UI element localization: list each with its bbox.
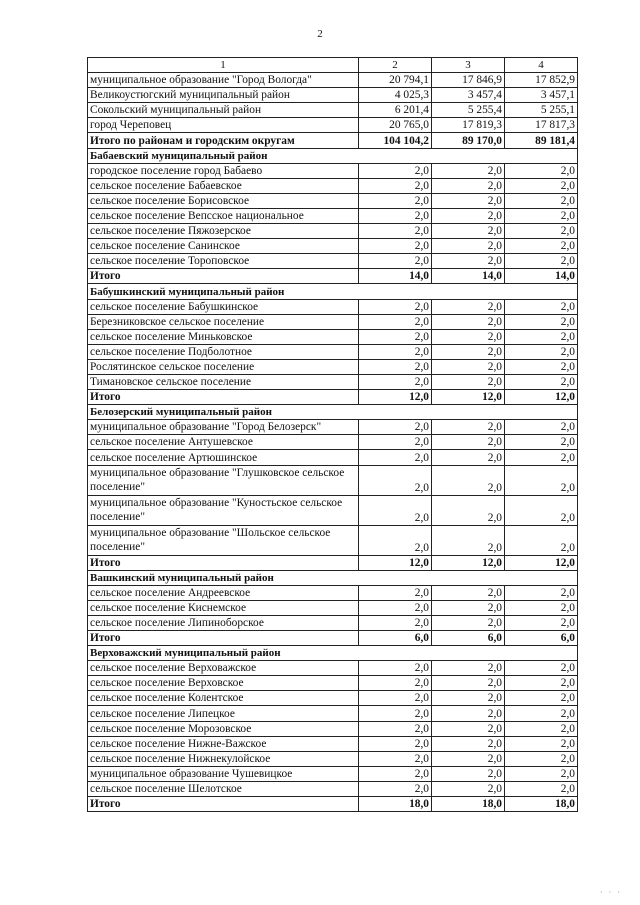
table-row [88,88,578,103]
value-cell-col2: 20 765,0 [359,118,432,133]
value-cell-col4: 2,0 [505,299,578,314]
row-label: сельское поселение Морозовское [88,721,359,736]
value-cell-col3: 2,0 [432,374,505,389]
row-label: Итого [88,390,359,405]
section-header-row [88,405,578,420]
table-row [88,344,578,359]
column-number-row [88,58,578,73]
value-cell-col4: 12,0 [505,555,578,570]
allocation-table [87,57,578,812]
total-row [88,133,578,148]
value-cell-col3: 2,0 [432,239,505,254]
value-cell-col2: 2,0 [359,299,432,314]
value-cell-col3: 2,0 [432,208,505,223]
row-label: муниципальное образование "Город Вологда" [88,73,359,88]
row-label: сельское поселение Миньковское [88,329,359,344]
total-row [88,555,578,570]
value-cell-col4: 2,0 [505,721,578,736]
column-header-3: 3 [432,58,505,73]
row-label: сельское поселение Андреевское [88,585,359,600]
value-cell-col2: 2,0 [359,435,432,450]
value-cell-col3: 2,0 [432,661,505,676]
value-cell-col4: 2,0 [505,224,578,239]
table-row [88,314,578,329]
value-cell-col2: 14,0 [359,269,432,284]
table-row [88,193,578,208]
value-cell-col4: 2,0 [505,450,578,465]
table-row [88,254,578,269]
row-label: сельское поселение Борисовское [88,193,359,208]
value-cell-col2: 2,0 [359,585,432,600]
table-row [88,676,578,691]
value-cell-col3: 2,0 [432,751,505,766]
row-label: сельское поселение Колентское [88,691,359,706]
value-cell-col4: 17 817,3 [505,118,578,133]
row-label: сельское поселение Шелотское [88,781,359,796]
row-label: сельское поселение Санинское [88,239,359,254]
value-cell-col2: 2,0 [359,163,432,178]
row-label: сельское поселение Тороповское [88,254,359,269]
value-cell-col3: 14,0 [432,269,505,284]
value-cell-col3: 12,0 [432,390,505,405]
value-cell-col2: 2,0 [359,359,432,374]
row-label: муниципальное образование "Глушковское сельское поселение" [88,465,359,495]
value-cell-col2: 2,0 [359,495,432,525]
row-label: сельское поселение Подболотное [88,344,359,359]
row-label: Великоустюгский муниципальный район [88,88,359,103]
value-cell-col3: 2,0 [432,359,505,374]
value-cell-col4: 6,0 [505,631,578,646]
value-cell-col4: 2,0 [505,495,578,525]
value-cell-col4: 2,0 [505,766,578,781]
table-row [88,103,578,118]
value-cell-col3: 2,0 [432,615,505,630]
value-cell-col4: 2,0 [505,208,578,223]
section-header-row [88,570,578,585]
section-title: Вашкинский муниципальный район [88,570,578,585]
value-cell-col4: 17 852,9 [505,73,578,88]
value-cell-col2: 12,0 [359,555,432,570]
value-cell-col4: 2,0 [505,706,578,721]
value-cell-col4: 2,0 [505,254,578,269]
value-cell-col3: 2,0 [432,420,505,435]
value-cell-col2: 2,0 [359,661,432,676]
value-cell-col4: 12,0 [505,390,578,405]
value-cell-col2: 18,0 [359,797,432,812]
column-header-1: 1 [88,58,359,73]
value-cell-col3: 2,0 [432,163,505,178]
table-row [88,359,578,374]
table-row [88,736,578,751]
value-cell-col2: 104 104,2 [359,133,432,148]
value-cell-col3: 2,0 [432,435,505,450]
value-cell-col3: 2,0 [432,178,505,193]
table-row [88,525,578,555]
row-label: муниципальное образование "Куностьское сельское поселение" [88,495,359,525]
table-row [88,751,578,766]
row-label: Итого [88,555,359,570]
value-cell-col3: 2,0 [432,450,505,465]
value-cell-col2: 2,0 [359,615,432,630]
table-row [88,374,578,389]
value-cell-col2: 2,0 [359,600,432,615]
table-row [88,600,578,615]
value-cell-col2: 4 025,3 [359,88,432,103]
value-cell-col4: 3 457,1 [505,88,578,103]
value-cell-col4: 2,0 [505,193,578,208]
table-row [88,495,578,525]
table-row [88,450,578,465]
table-row [88,224,578,239]
value-cell-col4: 2,0 [505,661,578,676]
value-cell-col2: 2,0 [359,420,432,435]
table-row [88,329,578,344]
value-cell-col4: 2,0 [505,615,578,630]
value-cell-col2: 2,0 [359,751,432,766]
value-cell-col3: 2,0 [432,329,505,344]
row-label: сельское поселение Пяжозерское [88,224,359,239]
row-label: сельское поселение Бабаевское [88,178,359,193]
row-label: Рослятинское сельское поселение [88,359,359,374]
value-cell-col3: 5 255,4 [432,103,505,118]
row-label: сельское поселение Бабушкинское [88,299,359,314]
value-cell-col4: 2,0 [505,691,578,706]
value-cell-col2: 2,0 [359,465,432,495]
value-cell-col2: 2,0 [359,525,432,555]
row-label: сельское поселение Липиноборское [88,615,359,630]
value-cell-col2: 2,0 [359,706,432,721]
row-label: Итого [88,797,359,812]
value-cell-col4: 2,0 [505,374,578,389]
table-row [88,706,578,721]
row-label: сельское поселение Нижнекулойское [88,751,359,766]
row-label: Итого по районам и городским округам [88,133,359,148]
row-label: Итого [88,631,359,646]
value-cell-col3: 2,0 [432,299,505,314]
value-cell-col3: 2,0 [432,736,505,751]
total-row [88,797,578,812]
value-cell-col4: 2,0 [505,676,578,691]
section-title: Бабушкинский муниципальный район [88,284,578,299]
value-cell-col3: 18,0 [432,797,505,812]
row-label: Тимановское сельское поселение [88,374,359,389]
value-cell-col2: 2,0 [359,224,432,239]
row-label: сельское поселение Антушевское [88,435,359,450]
value-cell-col4: 2,0 [505,600,578,615]
value-cell-col4: 2,0 [505,178,578,193]
table-row [88,766,578,781]
row-label: сельское поселение Нижне-Важское [88,736,359,751]
value-cell-col3: 6,0 [432,631,505,646]
table-row [88,73,578,88]
value-cell-col2: 2,0 [359,314,432,329]
section-title: Верховажский муниципальный район [88,646,578,661]
value-cell-col4: 2,0 [505,751,578,766]
table-row [88,721,578,736]
value-cell-col2: 6,0 [359,631,432,646]
value-cell-col3: 2,0 [432,344,505,359]
row-label: сельское поселение Киснемское [88,600,359,615]
table-row [88,118,578,133]
value-cell-col4: 5 255,1 [505,103,578,118]
value-cell-col3: 2,0 [432,254,505,269]
value-cell-col2: 2,0 [359,329,432,344]
value-cell-col3: 2,0 [432,766,505,781]
row-label: Березниковское сельское поселение [88,314,359,329]
value-cell-col3: 2,0 [432,193,505,208]
value-cell-col2: 2,0 [359,254,432,269]
value-cell-col3: 2,0 [432,721,505,736]
value-cell-col2: 2,0 [359,344,432,359]
total-row [88,631,578,646]
value-cell-col2: 12,0 [359,390,432,405]
value-cell-col2: 20 794,1 [359,73,432,88]
table-row [88,239,578,254]
row-label: муниципальное образование "Шольское сельское поселение" [88,525,359,555]
value-cell-col2: 2,0 [359,781,432,796]
row-label: сельское поселение Верховское [88,676,359,691]
table-row [88,435,578,450]
value-cell-col2: 2,0 [359,766,432,781]
section-title: Бабаевский муниципальный район [88,148,578,163]
row-label: сельское поселение Вепсское национальное [88,208,359,223]
table-row [88,420,578,435]
table-row [88,465,578,495]
value-cell-col3: 2,0 [432,781,505,796]
value-cell-col4: 2,0 [505,585,578,600]
value-cell-col4: 2,0 [505,525,578,555]
row-label: сельское поселение Верховажское [88,661,359,676]
value-cell-col2: 2,0 [359,676,432,691]
value-cell-col4: 89 181,4 [505,133,578,148]
value-cell-col4: 2,0 [505,329,578,344]
table-row [88,178,578,193]
value-cell-col2: 2,0 [359,691,432,706]
value-cell-col3: 2,0 [432,495,505,525]
value-cell-col2: 2,0 [359,450,432,465]
page-number: 2 [317,28,323,40]
value-cell-col2: 2,0 [359,208,432,223]
value-cell-col4: 2,0 [505,314,578,329]
value-cell-col4: 2,0 [505,163,578,178]
table-row [88,585,578,600]
value-cell-col2: 2,0 [359,374,432,389]
value-cell-col2: 6 201,4 [359,103,432,118]
value-cell-col4: 18,0 [505,797,578,812]
value-cell-col2: 2,0 [359,239,432,254]
value-cell-col3: 17 846,9 [432,73,505,88]
value-cell-col4: 14,0 [505,269,578,284]
value-cell-col3: 12,0 [432,555,505,570]
scan-artifact: · · · [600,888,622,897]
table-body [88,58,578,812]
value-cell-col3: 2,0 [432,676,505,691]
value-cell-col3: 2,0 [432,314,505,329]
table-row [88,661,578,676]
row-label: Итого [88,269,359,284]
value-cell-col4: 2,0 [505,239,578,254]
row-label: город Череповец [88,118,359,133]
value-cell-col2: 2,0 [359,736,432,751]
value-cell-col2: 2,0 [359,721,432,736]
value-cell-col3: 3 457,4 [432,88,505,103]
section-title: Белозерский муниципальный район [88,405,578,420]
value-cell-col3: 2,0 [432,224,505,239]
value-cell-col4: 2,0 [505,359,578,374]
row-label: городское поселение город Бабаево [88,163,359,178]
column-header-2: 2 [359,58,432,73]
value-cell-col2: 2,0 [359,193,432,208]
row-label: муниципальное образование Чушевицкое [88,766,359,781]
section-header-row [88,646,578,661]
table-row [88,163,578,178]
total-row [88,390,578,405]
value-cell-col3: 17 819,3 [432,118,505,133]
value-cell-col3: 2,0 [432,691,505,706]
value-cell-col4: 2,0 [505,465,578,495]
row-label: сельское поселение Артюшинское [88,450,359,465]
column-header-4: 4 [505,58,578,73]
value-cell-col4: 2,0 [505,344,578,359]
table-row [88,691,578,706]
section-header-row [88,148,578,163]
table-row [88,208,578,223]
value-cell-col3: 2,0 [432,465,505,495]
value-cell-col2: 2,0 [359,178,432,193]
table-row [88,781,578,796]
row-label: муниципальное образование "Город Белозерск" [88,420,359,435]
value-cell-col3: 2,0 [432,600,505,615]
value-cell-col3: 2,0 [432,525,505,555]
value-cell-col3: 2,0 [432,585,505,600]
value-cell-col4: 2,0 [505,420,578,435]
allocation-table-container [87,57,578,812]
value-cell-col4: 2,0 [505,736,578,751]
value-cell-col3: 2,0 [432,706,505,721]
total-row [88,269,578,284]
value-cell-col4: 2,0 [505,781,578,796]
value-cell-col3: 89 170,0 [432,133,505,148]
row-label: сельское поселение Липецкое [88,706,359,721]
section-header-row [88,284,578,299]
row-label: Сокольский муниципальный район [88,103,359,118]
value-cell-col4: 2,0 [505,435,578,450]
table-row [88,299,578,314]
table-row [88,615,578,630]
